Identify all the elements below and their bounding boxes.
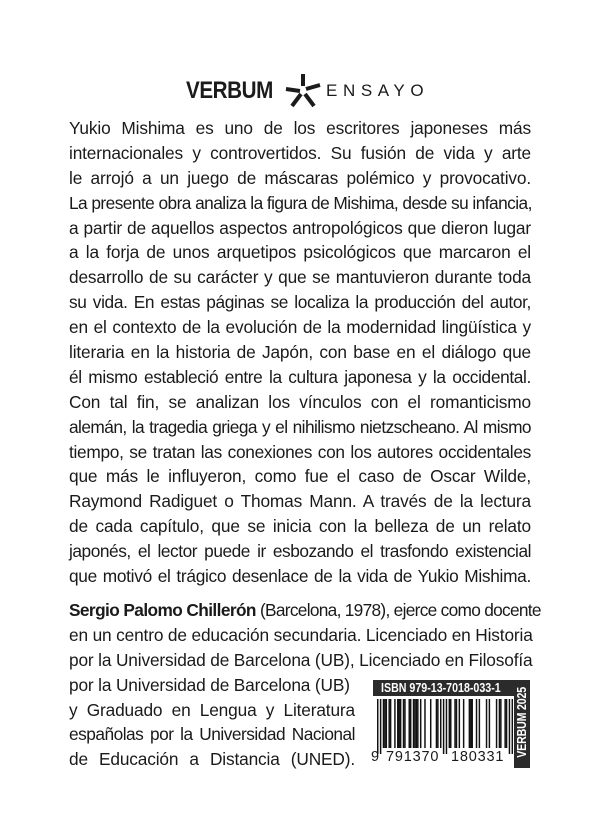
- barcode-digit-first: 9: [371, 749, 380, 765]
- author-bio-line: españolas por la Universidad Nacional: [69, 724, 355, 745]
- synopsis-line: Con tal fin, se analizan los vínculos con el romanticismo: [69, 391, 531, 412]
- barcode-guard-bar: [446, 699, 447, 754]
- barcode-bar: [420, 699, 421, 748]
- barcode-bar: [504, 699, 505, 748]
- synopsis-line: La presente obra analiza la figura de Mishima, desde su infancia,: [69, 192, 532, 213]
- barcode-guard-bar: [377, 699, 378, 754]
- barcode-bar: [398, 699, 399, 748]
- barcode-bar: [417, 699, 418, 748]
- synopsis-line: internacionales y controvertidos. Su fusión de vida y arte: [69, 142, 531, 163]
- synopsis-line: Yukio Mishima es uno de los escritores japoneses más: [69, 118, 531, 138]
- barcode-bar: [400, 699, 401, 748]
- barcode-bar: [440, 699, 441, 748]
- barcode-digits-right: 180331: [451, 749, 505, 765]
- publisher-logo: [0, 74, 600, 108]
- publisher-year-band: [514, 680, 530, 768]
- barcode-digits: [373, 748, 513, 766]
- isbn-label: ISBN 979-13-7018-033-1: [381, 680, 501, 695]
- barcode-bar: [476, 699, 477, 748]
- barcode-bar: [416, 699, 417, 748]
- synopsis-line: él mismo estableció entre la cultura japonesa y la occidental.: [69, 366, 531, 387]
- synopsis-line: Raymond Radiguet o Thomas Mann. A través de la lectura: [69, 491, 531, 512]
- verbum-star-icon: [283, 74, 323, 108]
- barcode-bar: [463, 699, 464, 748]
- synopsis: [69, 116, 531, 589]
- barcode-bar: [450, 699, 451, 748]
- barcode-bar: [384, 699, 385, 748]
- barcode-guard-bar: [443, 699, 444, 754]
- author-name: Sergio Palomo Chillerón: [69, 600, 256, 620]
- barcode-bar: [500, 699, 501, 748]
- synopsis-line: su vida. En estas páginas se localiza la producción del autor,: [69, 292, 531, 313]
- barcode-bar: [459, 699, 460, 748]
- author-bio-line: por la Universidad de Barcelona (UB): [69, 674, 350, 695]
- barcode-bar: [499, 699, 500, 748]
- synopsis-line: le arrojó a un juego de máscaras polémico y provocativo.: [69, 167, 531, 188]
- publisher-year-text: VERBUM 2025: [515, 686, 529, 758]
- author-bio-first-line: [69, 598, 541, 623]
- barcode-bar: [430, 699, 431, 748]
- synopsis-line: literaria en la historia de Japón, con base en el diálogo que: [69, 342, 531, 363]
- synopsis-line: que más le influyeron, como fue el caso de Oscar Wilde,: [69, 466, 531, 487]
- synopsis-line: en el contexto de la evolución de la modernidad lingüística y: [69, 317, 531, 338]
- barcode-digits-left: 791370: [386, 749, 440, 765]
- synopsis-line: a la forja de unos arquetipos psicológicos que marcaron el: [69, 242, 531, 263]
- barcode-guard-bar: [509, 699, 510, 754]
- author-bio-intro: (Barcelona, 1978), ejerce como docente: [260, 600, 541, 620]
- barcode-bar: [410, 699, 411, 748]
- isbn-band: [373, 680, 530, 696]
- barcode-guard-bar: [512, 699, 513, 754]
- barcode-bar: [386, 699, 387, 748]
- synopsis-line: desarrollo de su carácter y que se mantuvieron durante toda: [69, 267, 531, 288]
- synopsis-line: a partir de aquellos aspectos antropológicos que dieron lugar: [69, 217, 531, 238]
- logo-collection-text: ENSAYO: [326, 81, 430, 100]
- barcode-bar: [479, 699, 480, 748]
- barcode-bar: [454, 699, 455, 748]
- logo-brand-text: VERBUM: [186, 77, 273, 104]
- barcode: [377, 699, 513, 754]
- barcode-bar: [403, 699, 404, 748]
- barcode-bar: [394, 699, 395, 748]
- synopsis-line: alemán, la tragedia griega y el nihilismo nietzscheano. Al mismo: [69, 416, 531, 437]
- author-bio-line: de Educación a Distancia (UNED).: [69, 749, 355, 770]
- barcode-bar: [456, 699, 457, 748]
- barcode-bar: [414, 699, 415, 748]
- barcode-bar: [413, 699, 414, 748]
- barcode-bar: [506, 699, 507, 748]
- barcode-bar: [489, 699, 490, 748]
- barcode-bar: [469, 699, 470, 748]
- author-bio-line: y Graduado en Lengua y Literatura: [69, 699, 355, 720]
- author-bio-line: por la Universidad de Barcelona (UB), Licenciado en Filosofía: [69, 649, 533, 670]
- author-bio-line: en un centro de educación secundaria. Licenciado en Historia: [69, 624, 533, 645]
- synopsis-line: de cada capítulo, que se inicia con la belleza de un relato: [69, 516, 531, 537]
- barcode-bar: [437, 699, 438, 748]
- barcode-bar: [424, 699, 425, 748]
- barcode-bar: [471, 699, 472, 748]
- barcode-bar: [496, 699, 497, 748]
- barcode-bar: [470, 699, 471, 748]
- isbn-barcode-block: [373, 680, 530, 768]
- synopsis-line: que motivó el trágico desenlace de la vida de Yukio Mishima.: [69, 566, 531, 587]
- barcode-bar: [404, 699, 405, 748]
- barcode-bar: [397, 699, 398, 748]
- barcode-guard-bar: [380, 699, 381, 754]
- barcode-bar: [390, 699, 391, 748]
- barcode-bar: [486, 699, 487, 748]
- barcode-bar: [388, 699, 389, 748]
- barcode-bar: [436, 699, 437, 748]
- barcode-bar: [383, 699, 384, 748]
- publisher-year: [514, 678, 530, 766]
- synopsis-line: japonés, el lector puede ir esbozando el trasfondo existencial: [69, 541, 531, 562]
- barcode-bar: [408, 699, 409, 748]
- synopsis-line: tiempo, se tratan las conexiones con los autores occidentales: [69, 441, 531, 462]
- barcode-bar: [449, 699, 450, 748]
